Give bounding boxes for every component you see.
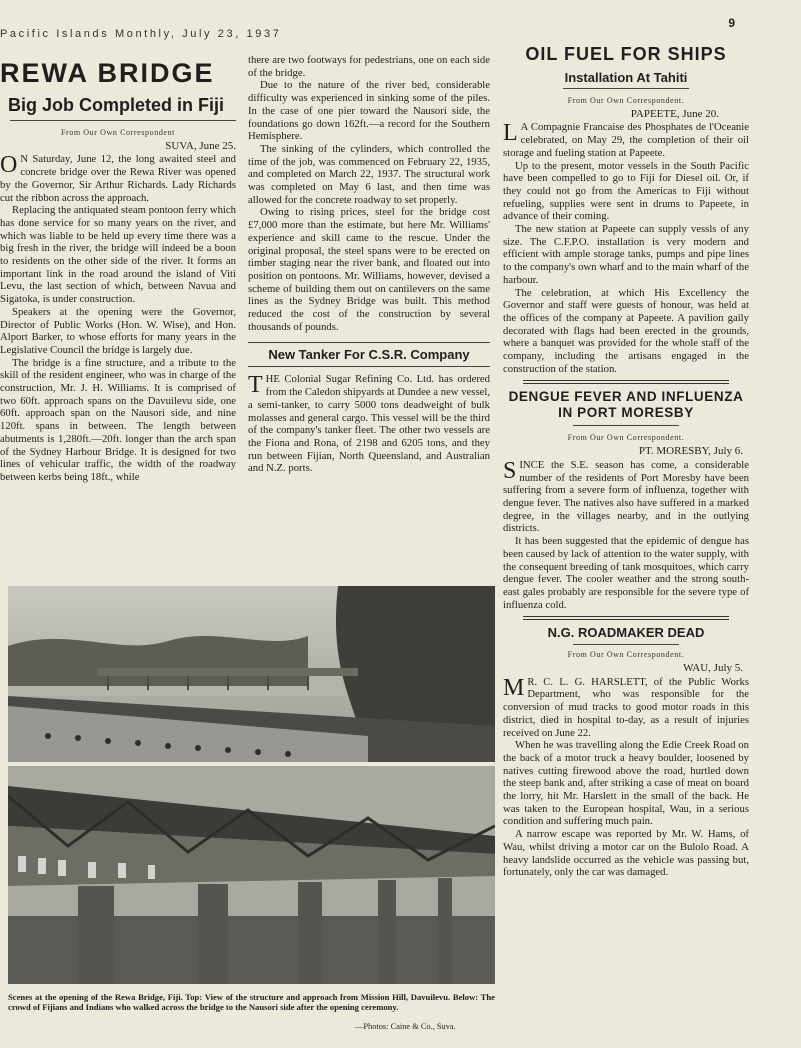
roadmaker-paragraph: When he was travelling along the Edie Creek Road on the back of a motor truck a heavy boulder, loosened by natives cutting firewood above the road, hurtled down the steep bank and, after striking a case of meat on board the lorry, hit Mr. Harslett in the small of the back. He was taken to the European hospital, Wau, in a serious condition and suffering much pain.	[503, 739, 749, 828]
roadmaker-paragraph: A narrow escape was reported by Mr. W. Hams, of Wau, whilst driving a motor car on the Bulolo Road. A heavy landslide occurred as the vehicle was passing but, fortunately, only the car was damaged.	[503, 828, 749, 879]
rewa-paragraph: The sinking of the cylinders, which controlled the time of the job, was commenced on February 22, 1935, and completed on March 22, 1937. The structural work was completed on May 6 last, and then time was allowed for the concrete roadway to set properly.	[248, 142, 490, 206]
photo-credit: —Photos: Caine & Co., Suva.	[355, 1022, 456, 1031]
dengue-dateline: PT. MORESBY, July 6.	[638, 445, 743, 458]
rewa-title: REWA BRIDGE	[0, 58, 215, 88]
oil-title: OIL FUEL FOR SHIPS	[525, 44, 727, 64]
oil-subtitle: Installation At Tahiti	[564, 70, 688, 85]
oil-byline: From Our Own Correspondent.	[567, 96, 685, 105]
short-rule	[573, 644, 679, 645]
photo-bridge-crowd	[8, 766, 495, 984]
roadmaker-dateline: WAU, July 5.	[683, 662, 743, 675]
oil-paragraph: The new station at Papeete can supply vessls of any size. The C.F.P.O. installation is very modern and efficient with ample storage tanks, pumps and pipe lines to the company's own wharf and to the main wharf of the harbour.	[503, 223, 749, 286]
drop-cap: S	[503, 457, 517, 484]
rewa-paragraph: Speakers at the opening were the Governor, Director of Public Works (Hon. W. Wise), and Hon. Alport Barker, to whose efforts for many years in the Legislative Council the bridge is largely due.	[0, 305, 236, 356]
tanker-title: New Tanker For C.S.R. Company	[268, 347, 470, 363]
page-number: 9	[728, 16, 735, 30]
tanker-paragraph: THE Colonial Sugar Refining Co. Ltd. has ordered from the Caledon shipyards at Dundee a new vessel, a semi-tanker, to carry 5000 tons deadweight of bulk molasses and general cargo. This vessel will be the third of the company's tanker fleet. The other two vessels are the Fiona and Rona, of 2198 and 6205 tons, and they run between Fijian, North Queensland, and Australian and N.Z. ports.	[248, 372, 490, 475]
rewa-dateline: SUVA, June 25.	[165, 139, 236, 152]
dengue-title: DENGUE FEVER AND INFLUENZA IN PORT MORESBY	[508, 389, 744, 421]
rewa-paragraph: Owing to rising prices, steel for the bridge cost £7,000 more than the estimate, but here Mr. Williams' experience and skill came to the rescue. Under the original proposal, the steel spans were to be erected on timber staging near the river bank, and floated out into position on pontoons. Mr. Williams, however, devised a scheme of building them out on cantilevers on the same lines as the Sydney Bridge was built. This method reduced the cost of the construction by several thousands of pounds.	[248, 206, 490, 333]
section-rule	[248, 342, 490, 343]
oil-dateline: PAPEETE, June 20.	[630, 107, 719, 120]
drop-cap: M	[503, 674, 525, 701]
drop-cap: O	[0, 152, 18, 179]
rewa-byline: From Our Own Correspondent	[60, 128, 176, 137]
photo-caption: Scenes at the opening of the Rewa Bridge, Fiji. Top: View of the structure and approach from Mission Hill, Davuilevu. Below: The crowd of Fijians and Indians who walked across the bridge to the Nausori side after the opening ceremony.	[8, 992, 495, 1012]
rewa-continued	[248, 54, 490, 475]
dengue-byline: From Our Own Correspondent.	[567, 433, 685, 443]
oil-paragraph: The celebration, at which His Excellency the Governor and staff were guests of honour, was held at the offices of the company at Papeete. A pavilion gaily decorated with flags had been erected in the grounds, where a banquet was provided for the whole staff of the company, including the artisans engaged in the construction of the station.	[503, 286, 749, 375]
rewa-paragraph: there are two footways for pedestrians, one on each side of the bridge.	[248, 54, 490, 79]
oil-paragraph: Up to the present, motor vessels in the South Pacific have been compelled to go to Fiji for Diesel oil. Or, if they could not go from the Americas to Fiji without refueling, supplies were sent in drums to Papeete, in advance of their coming.	[503, 159, 749, 223]
running-head: Pacific Islands Monthly, July 23, 1937	[0, 28, 282, 40]
double-rule	[523, 616, 729, 620]
short-rule	[563, 88, 689, 89]
roadmaker-title: N.G. ROADMAKER DEAD	[547, 625, 705, 641]
rewa-paragraph: The bridge is a fine structure, and a tribute to the skill of the resident engineer, who was in charge of the construction, Mr. J. H. Williams. It is comprised of two 60ft. approach spans on the Davuilevu side, one 60ft. approach span on the Nausori side, and nine 120ft. spans in between. The length between abutments is 1,280ft.—20ft. longer than the arch span of the Sydney Harbour Bridge. It is designed for two lines of vehicular traffic, the width of the roadway between kerbs being 18ft., while	[0, 356, 236, 483]
oil-paragraph: L A Compagnie Francaise des Phosphates de l'Oceanie celebrated, on May 29, the completion of their oil storage and fueling station at Papeete.	[503, 120, 749, 159]
roadmaker-paragraph: M R. C. L. G. HARSLETT, of the Public Works Department, who was responsible for the conversion of mud tracks to good motor roads in this district, died in hospital to-day, as a result of injuries received on June 22.	[503, 674, 749, 739]
short-rule	[573, 425, 679, 426]
dengue-paragraph: SINCE the S.E. season has come, a considerable number of the residents of Port Moresby have been suffering from a severe form of influenza, together with dengue fever. The natives also have suffered in a marked degree, in the villages nearby, and in the outlying districts.	[503, 457, 749, 535]
rewa-paragraph: Replacing the antiquated steam pontoon ferry which has done service for so many years on the river, and which was liable to be held up every time there was a big fresh in the river, the bridge will indeed be a boon to residents on the other side of the river. It forms an important link in the road around the island of Viti Levu, the last section of which, between Navua and Sigatoka, is under construction.	[0, 204, 236, 306]
drop-cap: T	[248, 372, 263, 399]
dengue-paragraph: It has been suggested that the epidemic of dengue has been caused by lack of attention to the water supply, with the consequent breeding of tank mosquitoes, which carry dengue fever. The cooler weather and the strong south-east gales probably are responsible for the severe type of influenza cold.	[503, 535, 749, 611]
photo-bridge-view	[8, 586, 495, 762]
drop-cap: L	[503, 120, 518, 147]
rewa-article	[0, 58, 236, 484]
rewa-rule	[10, 120, 236, 121]
right-column	[503, 44, 749, 879]
rewa-paragraph: Due to the nature of the river bed, considerable difficulty was experienced in sinking some of the piles. In the case of one pier toward the Nausori side, the foundations go down 162ft.—a record for the Southern Hemisphere.	[248, 79, 490, 143]
roadmaker-byline: From Our Own Correspondent.	[567, 650, 685, 660]
rewa-subtitle: Big Job Completed in Fiji	[8, 95, 224, 115]
rewa-paragraph: O N Saturday, June 12, the long awaited steel and concrete bridge over the Rewa River was opened by the Governor, Sir Arthur Richards. Lady Richards cut the ribbon across the approach.	[0, 152, 236, 204]
section-rule	[248, 366, 490, 367]
double-rule	[523, 380, 729, 384]
